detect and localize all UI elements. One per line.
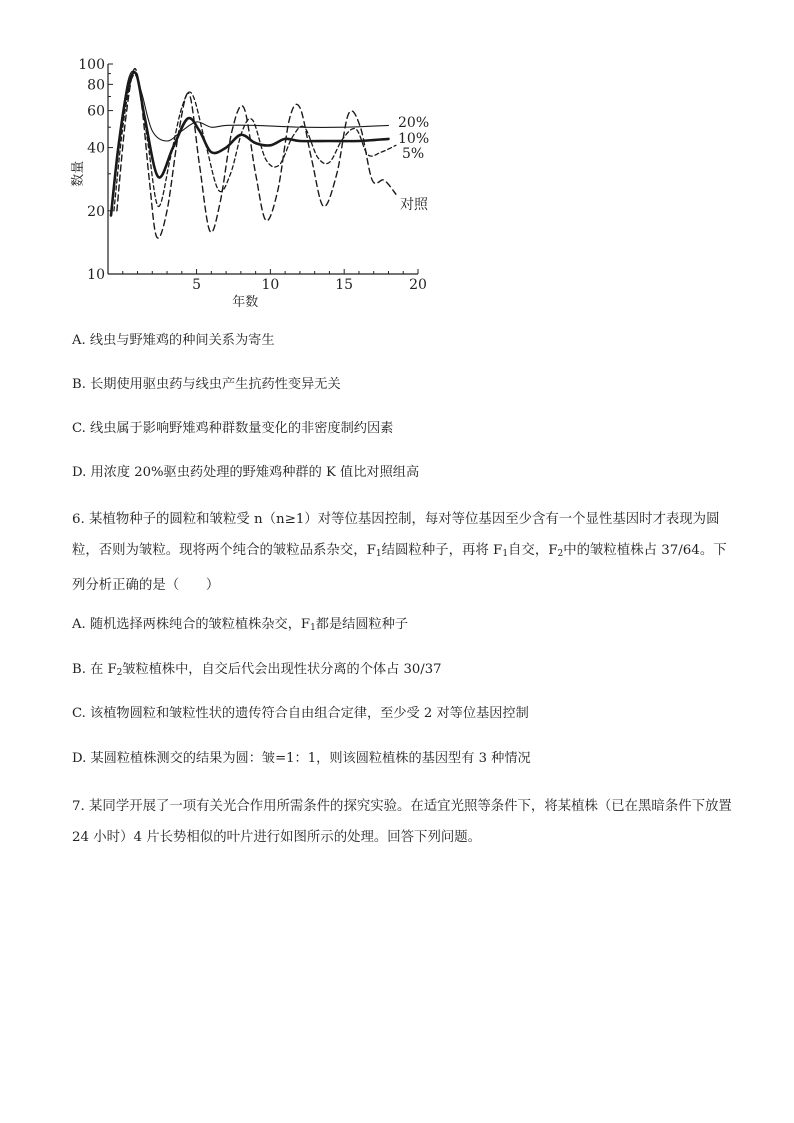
x-axis-label: 年数 (232, 295, 259, 310)
y-tick-label: 80 (87, 77, 105, 94)
q5-option-c: C. 线虫属于影响野雉鸡种群数量变化的非密度制约因素 (72, 421, 394, 436)
chart-series (111, 69, 396, 238)
q6-option-d: D. 某圆粒植株测交的结果为圆：皱=1：1，则该圆粒植株的基因型有 3 种情况 (72, 751, 531, 766)
y-tick-label: 10 (87, 267, 105, 283)
x-tick-label: 15 (335, 277, 354, 293)
y-tick-label: 100 (78, 57, 105, 73)
series-line-对照 (117, 69, 396, 238)
q5-option-d: D. 用浓度 20%驱虫药处理的野雉鸡种群的 K 值比对照组高 (72, 465, 420, 480)
q5-option-a: A. 线虫与野雉鸡的种间关系为寄生 (72, 333, 275, 348)
x-tick-label: 5 (192, 277, 202, 293)
series-line-10% (111, 72, 389, 215)
q6-option-c: C. 该植物圆粒和皱粒性状的遗传符合自由组合定律，至少受 2 对等位基因控制 (72, 706, 529, 721)
x-tick-label: 20 (409, 277, 427, 293)
y-axis-label: 数量 (71, 160, 86, 187)
series-label-10%: 10% (398, 131, 430, 147)
q6-option-b: B. 在 $F_2$皱粒植株中，自交后代会出现性状分离的个体占 30/37 (72, 662, 442, 678)
y-tick-label: 40 (87, 140, 105, 157)
q7-stem: 7. 某同学开展了一项有关光合作用所需条件的探究实验。在适宜光照等条件下，将某植株（已在黑暗条件下放置 24 小时）4 片长势相似的叶片进行如图所示的处理。回答下列问题。 (72, 799, 732, 845)
x-tick-label: 10 (261, 277, 280, 293)
q5-option-b: B. 长期使用驱虫药与线虫产生抗药性变异无关 (72, 377, 341, 392)
population-chart (60, 52, 450, 314)
q6-stem: 6. 某植物种子的圆粒和皱粒受 n（n≥1）对等位基因控制，每对等位基因至少含有一个显性基因时才表现为圆粒，否则为皱粒。现将两个纯合的皱粒品系杂交，$F_1$结圆粒种子，再将 $F_1$自交，$F_2$中的皱粒植株占 37/64。下列分析正确的是（ ） (72, 512, 727, 593)
y-tick-label: 60 (87, 103, 105, 120)
series-label-对照: 对照 (400, 197, 428, 213)
q6-option-a: A. 随机选择两株纯合的皱粒植株杂交，$F_1$都是结圆粒种子 (72, 617, 409, 633)
y-tick-label: 20 (87, 203, 105, 220)
series-label-5%: 5% (402, 146, 425, 162)
series-label-20%: 20% (398, 115, 430, 131)
